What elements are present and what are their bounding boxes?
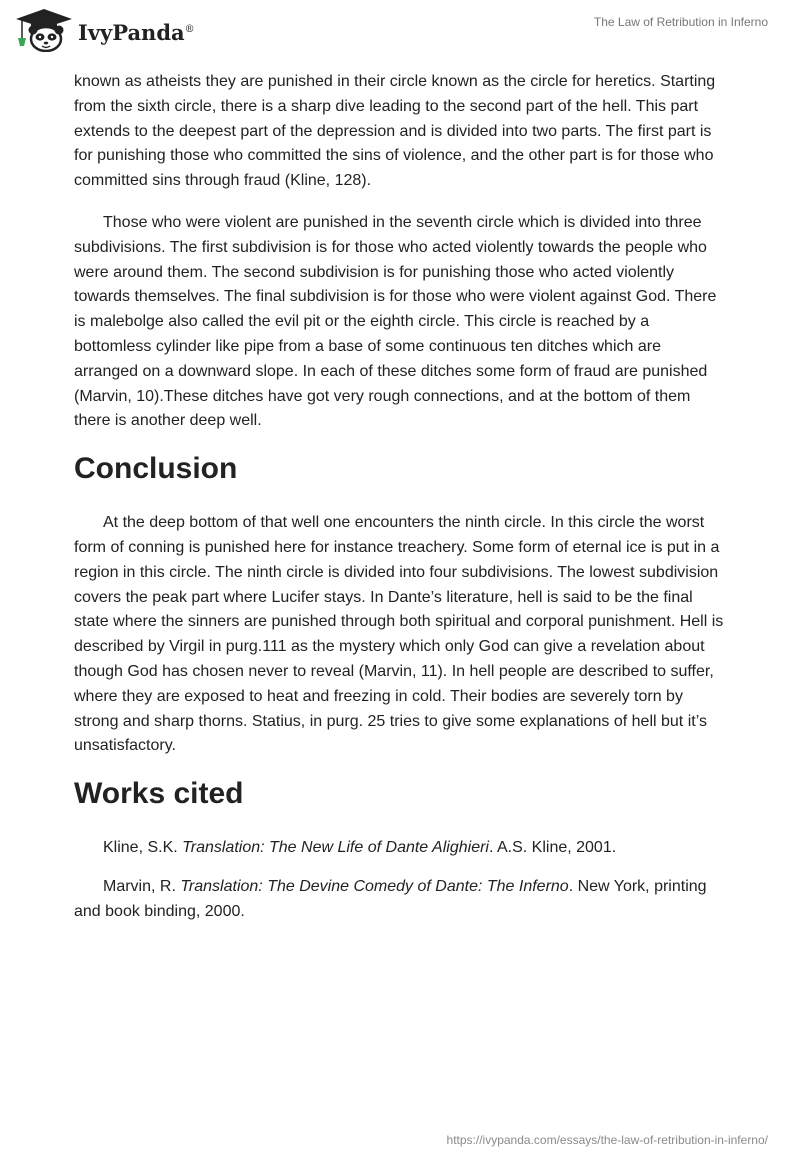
ivypanda-logo[interactable]	[14, 8, 195, 52]
citation-publisher: . New York, printing and book binding, 2000.	[74, 877, 707, 920]
panda-graduate-icon	[14, 8, 74, 52]
body-paragraph-1: known as atheists they are punished in their circle known as the circle for heretics. Starting from the sixth circle, there is a sharp dive leading to the second part of the hell. This part extends to the deepest part of the depression and is divided into two parts. The first part is for punishing those who committed the sins of violence, and the other part is for those who committed sins through fraud (Kline, 128).	[74, 73, 716, 190]
registered-mark: ®	[184, 23, 195, 35]
citation-author: Kline, S.K.	[103, 839, 183, 857]
page-header	[0, 0, 800, 66]
document-title: The Law of Retribution in Inferno	[593, 15, 768, 29]
document-body	[74, 70, 724, 939]
conclusion-paragraph: At the deep bottom of that well one encounters the ninth circle. In this circle the worst form of conning is punished here for instance treachery. Some form of eternal ice is put in a region in this circle. The ninth circle is divided into four subdivisions. The lowest subdivision covers the peak part where Lucifer stays. In Dante’s literature, hell is said to be the final state where the sinners are punished through both spiritual and corporal punishment. Hell is described by Virgil in purg.111 as the mystery which only God can give a revelation about though God has chosen never to reveal (Marvin, 11). In hell people are described to suffer, where they are exposed to heat and freezing in cold. Their bodies are severely torn by strong and sharp thorns. Statius, in purg. 25 tries to give some explanations of hell but it’s unsatisfactory.	[74, 514, 724, 755]
works-cited-heading: Works cited	[74, 777, 244, 811]
body-paragraph-2: Those who were violent are punished in the seventh circle which is divided into three subdivisions. The first subdivision is for those who acted violently towards the people who were around them. The second subdivision is for punishing those who acted violently towards themselves. The final subdivision is for those who were violent against God. There is malebolge also called the evil pit or the eighth circle. This circle is reached by a bottomless cylinder like pipe from a base of some continuous ten ditches which are arranged on a downward slope. In each of these ditches some form of fraud are punished (Marvin, 10).These ditches have got very rough connections, and at the bottom of them there is another deep well.	[74, 213, 717, 430]
conclusion-heading: Conclusion	[74, 452, 238, 486]
citation-item	[74, 836, 724, 861]
citation-title: Translation: The Devine Comedy of Dante: The Inferno	[180, 877, 569, 895]
citation-title: Translation: The New Life of Dante Alighieri	[182, 839, 489, 857]
source-url-link[interactable]: https://ivypanda.com/essays/the-law-of-retribution-in-inferno/	[446, 1133, 768, 1147]
citation-item	[74, 875, 724, 925]
citation-author: Marvin, R.	[103, 877, 181, 895]
logo-text: IvyPanda®	[78, 19, 195, 45]
citation-publisher: . A.S. Kline, 2001.	[488, 839, 617, 857]
